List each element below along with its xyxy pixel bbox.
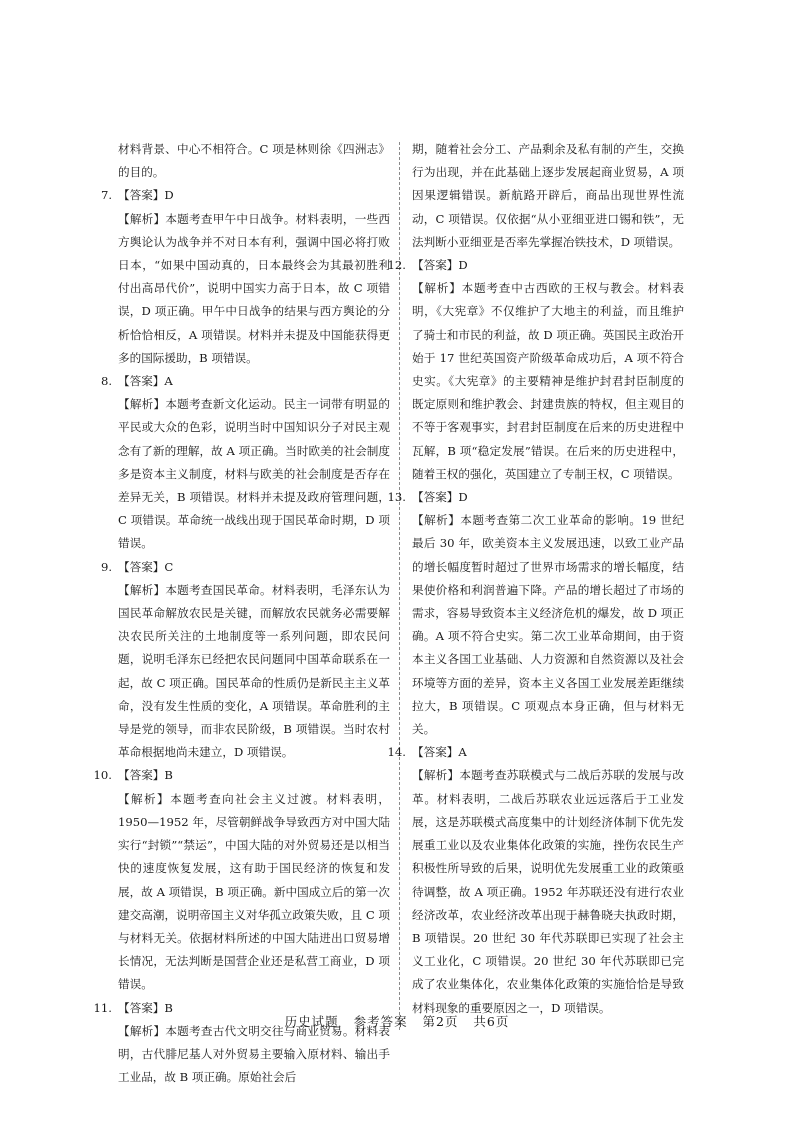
answer-text: 【答案】D: [412, 258, 468, 273]
answer-text: 【答案】B: [118, 768, 173, 783]
answer-text: 【答案】B: [118, 1000, 173, 1015]
page-footer: 历史试题 参考答案 第2页 共6页: [284, 1014, 510, 1029]
answer-line-q13: [387, 486, 684, 509]
question-14: [387, 741, 684, 1019]
analysis-q14: 【解析】本题考查苏联模式与二战后苏联的发展与改革。材料表明，二战后苏联农业远远落后于工业发展，这是苏联模式高度集中的计划经济体制下优先发展重工业以及农业集体化政策的实施，挫伤农民生产积极性所导致的后果，说明优先发展重工业的政策亟待调整，故 A 项正确。1952 年苏联还没有进行农业经济改革，农业经济改革出现于赫鲁晓夫执政时期，B 项错误。20 世纪 30 年代苏联即已实现了社会主义工业化，C 项错误。20 世纪 30 年代苏联即已完成了农业集体化，农业集体化政策的实施恰恰是导致材料现象的重要原因之一，D 项错误。: [412, 768, 684, 1015]
left-column: [93, 138, 390, 1089]
analysis-q7: 【解析】本题考查甲午中日战争。材料表明，一些西方舆论认为战争并不对日本有利，强调中国必将打败日本，“如果中国动真的，日本最终会为其最初胜利付出高昂代价”，说明中国实力高于日本，故 C 项错误，D 项正确。甲午中日战争的结果与西方舆论的分析恰恰相反，A 项错误。材料并未提及中国能获得更多的国际援助，B 项错误。: [118, 211, 390, 365]
answer-line-q12: [387, 254, 684, 277]
analysis-q12: 【解析】本题考查中古西欧的王权与教会。材料表明，《大宪章》不仅维护了大地主的利益，而且维护了骑士和市民的利益，故 D 项正确。英国民主政治开始于 17 世纪英国资产阶级革命成功后，A 项不符合史实。《大宪章》的主要精神是维护封君封臣制度的既定原则和维护教会、封建贵族的特权，但主观目的不等于客观事实，封君封臣制度在后来的历史进程中瓦解，B 项“稳定发展”错误。在后来的历史进程中，随着王权的强化，英国建立了专制王权，C 项错误。: [412, 281, 684, 481]
analysis-q11: 【解析】本题考查古代文明交往与商业贸易。材料表明，古代腓尼基人对外贸易主要输入原材料、输出手工业品，故 B 项正确。原始社会后: [118, 1023, 390, 1085]
question-8: [100, 370, 390, 556]
analysis-q10: 【解析】本题考查向社会主义过渡。材料表明，1950—1952 年，尽管朝鲜战争导致西方对中国大陆实行“封锁”“禁运”，中国大陆的对外贸易还是以相当快的速度恢复发展，这有助于国民经济的恢复和发展，故 A 项错误，B 项正确。新中国成立后的第一次建交高潮，说明帝国主义对华孤立政策失败，且 C 项与材料无关。依据材料所述的中国大陆进出口贸易增长情况，无法判断是国营企业还是私营工商业，D 项错误。: [118, 791, 390, 992]
answer-line-q7: [100, 184, 390, 207]
right-column: [387, 138, 684, 1020]
analysis-q13: 【解析】本题考查第二次工业革命的影响。19 世纪最后 30 年，欧美资本主义发展迅速，以致工业产品的增长幅度暂时超过了世界市场需求的增长幅度，结果使价格和利润普遍下降。产品的增长超过了市场的需求，容易导致资本主义经济危机的爆发，故 D 项正确。A 项不符合史实。第二次工业革命期间，由于资本主义各国工业基础、人力资源和自然资源以及社会环境等方面的差异，资本主义各国工业发展差距继续拉大，B 项错误。C 项观点本身正确，但与材料无关。: [412, 513, 684, 737]
answer-line-q14: [387, 741, 684, 764]
question-number: 10.: [93, 768, 112, 783]
answer-line-q9: [100, 556, 390, 579]
question-number: 8.: [100, 374, 112, 389]
question-number: 7.: [100, 188, 112, 203]
answer-text: 【答案】A: [118, 374, 173, 389]
answer-text: 【答案】C: [118, 559, 174, 574]
question-7: [100, 184, 390, 370]
answer-text: 【答案】D: [118, 188, 174, 203]
question-number: 14.: [387, 745, 406, 760]
question-number: 13.: [387, 490, 406, 505]
continued-analysis-q6: 材料背景、中心不相符合。C 项是林则徐《四洲志》的目的。: [118, 142, 390, 180]
answer-line-q8: [100, 370, 390, 393]
question-number: 11.: [93, 1000, 112, 1015]
question-9: [100, 556, 390, 765]
analysis-q8: 【解析】本题考查新文化运动。民主一词带有明显的平民或大众的色彩，说明当时中国知识分子对民主观念有了新的理解，故 A 项正确。当时欧美的社会制度多是资本主义制度，材料与欧美的社会制度是否存在差异无关，B 项错误。材料并未提及政府管理问题，C 项错误。革命统一战线出现于国民革命时期，D 项错误。: [118, 397, 390, 551]
question-11: [93, 997, 390, 1090]
question-number: 12.: [387, 258, 406, 273]
answer-text: 【答案】D: [412, 490, 468, 505]
question-number: 9.: [100, 559, 112, 574]
continued-analysis-q11: 期，随着社会分工、产品剩余及私有制的产生，交换行为出现，并在此基础上逐步发展起商业贸易，A 项因果逻辑错误。新航路开辟后，商品出现世界性流动，C 项错误。仅依据“从小亚细亚进口锡和铁”，无法判断小亚细亚是否率先掌握冶铁技术，D 项错误。: [412, 142, 684, 249]
question-12: [387, 254, 684, 486]
analysis-q9: 【解析】本题考查国民革命。材料表明，毛泽东认为国民革命解放农民是关键，而解放农民就务必需要解决农民所关注的土地制度等一系列问题，即农民问题，说明毛泽东已经把农民问题同中国革命联系在一起，故 C 项正确。国民革命的性质仍是新民主主义革命，没有发生性质的变化，A 项错误。革命胜利的主导是党的领导，而非农民阶级，B 项错误。当时农村革命根据地尚未建立，D 项错误。: [118, 582, 390, 760]
answer-text: 【答案】A: [412, 745, 467, 760]
answer-line-q10: [93, 764, 390, 787]
question-10: [93, 764, 390, 996]
question-13: [387, 486, 684, 741]
